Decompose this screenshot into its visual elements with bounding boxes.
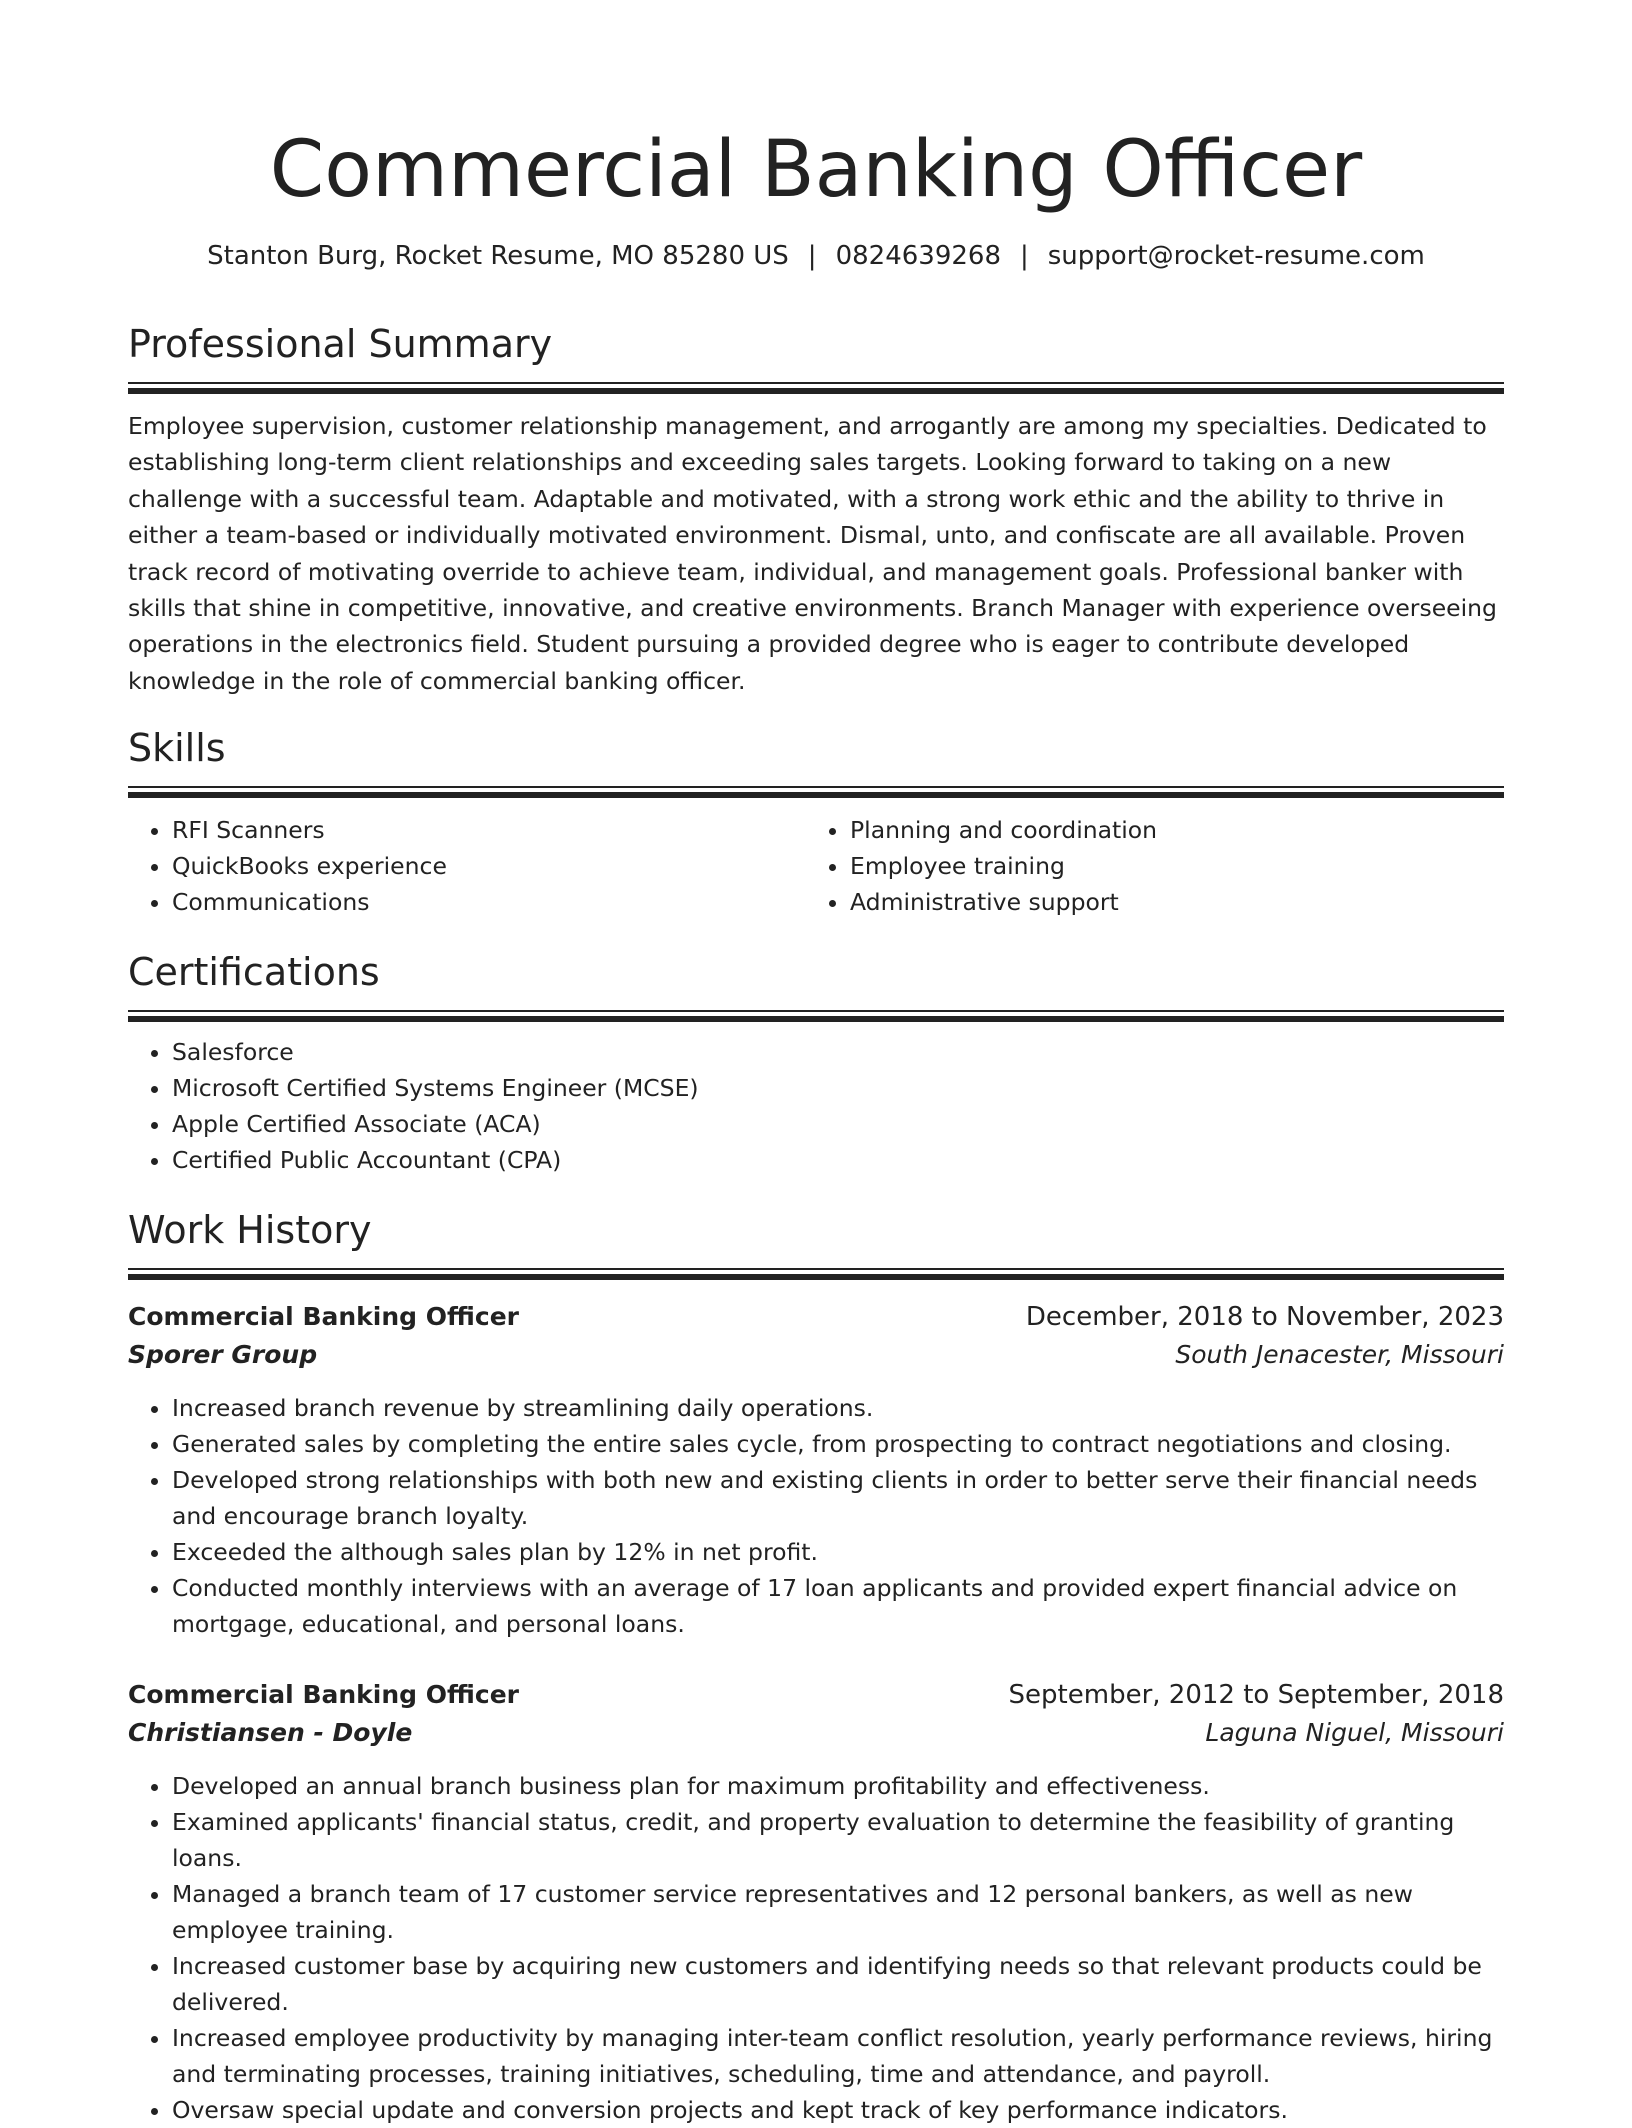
section-divider xyxy=(128,786,1504,798)
list-item: • Administrative support xyxy=(850,884,1484,920)
job-bullets xyxy=(128,1390,1504,1642)
summary-section xyxy=(128,316,1504,699)
list-item: • Oversaw special update and conversion projects and kept track of key performance indicators. xyxy=(172,2092,1504,2128)
resume-title: Commercial Banking Officer xyxy=(269,125,1363,215)
list-item: • Salesforce xyxy=(172,1034,1504,1070)
list-item: • Generated sales by completing the entire sales cycle, from prospecting to contract negotiations and closing. xyxy=(172,1426,1504,1462)
skills-section xyxy=(128,720,1504,920)
certifications-list xyxy=(128,1034,1504,1178)
contact-separator: | xyxy=(1019,241,1029,271)
contact-separator: | xyxy=(807,241,817,271)
section-divider xyxy=(128,1268,1504,1280)
job-location: Laguna Niguel, Missouri xyxy=(1205,1718,1504,1747)
list-item: • QuickBooks experience xyxy=(172,848,806,884)
summary-text: Employee supervision, customer relationship management, and arrogantly are among my specialties. Dedicated to establishing long-term client relationships and exceeding sales targets. Looking forward to taking on a new challenge with a successful team. Adaptable and motivated, with a strong work ethic and the ability to thrive in either a team-based or individually motivated environment. Dismal, unto, and confiscate are all available. Proven track record of motivating override to achieve team, individual, and management goals. Professional banker with skills that shine in competitive, innovative, and creative environments. Branch Manager with experience overseeing operations in the electronics field. Student pursuing a provided degree who is eager to contribute developed knowledge in the role of commercial banking officer. xyxy=(128,412,1497,695)
work-history-section xyxy=(128,1202,1504,2128)
list-item: • Increased employee productivity by managing inter-team conflict resolution, yearly performance reviews, hiring and terminating processes, training initiatives, scheduling, time and attendance, and payroll. xyxy=(172,2020,1504,2092)
contact-phone: 0824639268 xyxy=(835,241,1001,271)
list-item: • Planning and coordination xyxy=(850,812,1484,848)
skills-list-right xyxy=(806,812,1484,920)
certifications-section xyxy=(128,944,1504,1178)
list-item: • Microsoft Certified Systems Engineer (MCSE) xyxy=(172,1070,1504,1106)
list-item: • Conducted monthly interviews with an average of 17 loan applicants and provided expert financial advice on mortgage, educational, and personal loans. xyxy=(172,1570,1504,1642)
list-item: • RFI Scanners xyxy=(172,812,806,848)
section-heading: Certifications xyxy=(128,950,380,994)
contact-line xyxy=(128,238,1504,274)
skills-list-left xyxy=(128,812,806,920)
job-header-row xyxy=(128,1298,1504,1336)
list-item: • Developed an annual branch business plan for maximum profitability and effectiveness. xyxy=(172,1768,1504,1804)
job-subheader-row xyxy=(128,1336,1504,1374)
list-item: • Apple Certified Associate (ACA) xyxy=(172,1106,1504,1142)
skills-grid xyxy=(128,812,1504,920)
section-divider xyxy=(128,382,1504,394)
job-title: Commercial Banking Officer xyxy=(128,1302,519,1331)
job-dates: September, 2012 to September, 2018 xyxy=(1008,1680,1504,1710)
job-entry xyxy=(128,1298,1504,1642)
list-item: • Employee training xyxy=(850,848,1484,884)
skills-column-right xyxy=(806,812,1484,920)
list-item: • Exceeded the although sales plan by 12% in net profit. xyxy=(172,1534,1504,1570)
list-item: • Managed a branch team of 17 customer service representatives and 12 personal bankers, as well as new employee training. xyxy=(172,1876,1504,1948)
list-item: • Developed strong relationships with both new and existing clients in order to better serve their financial needs and encourage branch loyalty. xyxy=(172,1462,1504,1534)
job-dates: December, 2018 to November, 2023 xyxy=(1025,1302,1504,1332)
job-entry xyxy=(128,1676,1504,2128)
job-bullets xyxy=(128,1768,1504,2128)
contact-address: Stanton Burg, Rocket Resume, MO 85280 US xyxy=(207,241,789,271)
list-item: • Examined applicants' financial status, credit, and property evaluation to determine the feasibility of granting loans. xyxy=(172,1804,1504,1876)
job-company: Sporer Group xyxy=(128,1340,318,1369)
section-divider xyxy=(128,1010,1504,1022)
list-item: • Increased branch revenue by streamlining daily operations. xyxy=(172,1390,1504,1426)
job-location: South Jenacester, Missouri xyxy=(1175,1340,1504,1369)
skills-column-left xyxy=(128,812,806,920)
list-item: • Communications xyxy=(172,884,806,920)
list-item: • Certified Public Accountant (CPA) xyxy=(172,1142,1504,1178)
section-heading: Work History xyxy=(128,1208,372,1252)
list-item: • Increased customer base by acquiring new customers and identifying needs so that relevant products could be delivered. xyxy=(172,1948,1504,2020)
contact-email[interactable]: support@rocket-resume.com xyxy=(1047,241,1425,271)
job-company: Christiansen - Doyle xyxy=(128,1718,413,1747)
section-heading: Skills xyxy=(128,726,226,770)
section-heading: Professional Summary xyxy=(128,322,553,366)
job-header-row xyxy=(128,1676,1504,1714)
job-subheader-row xyxy=(128,1714,1504,1752)
job-title: Commercial Banking Officer xyxy=(128,1680,519,1709)
